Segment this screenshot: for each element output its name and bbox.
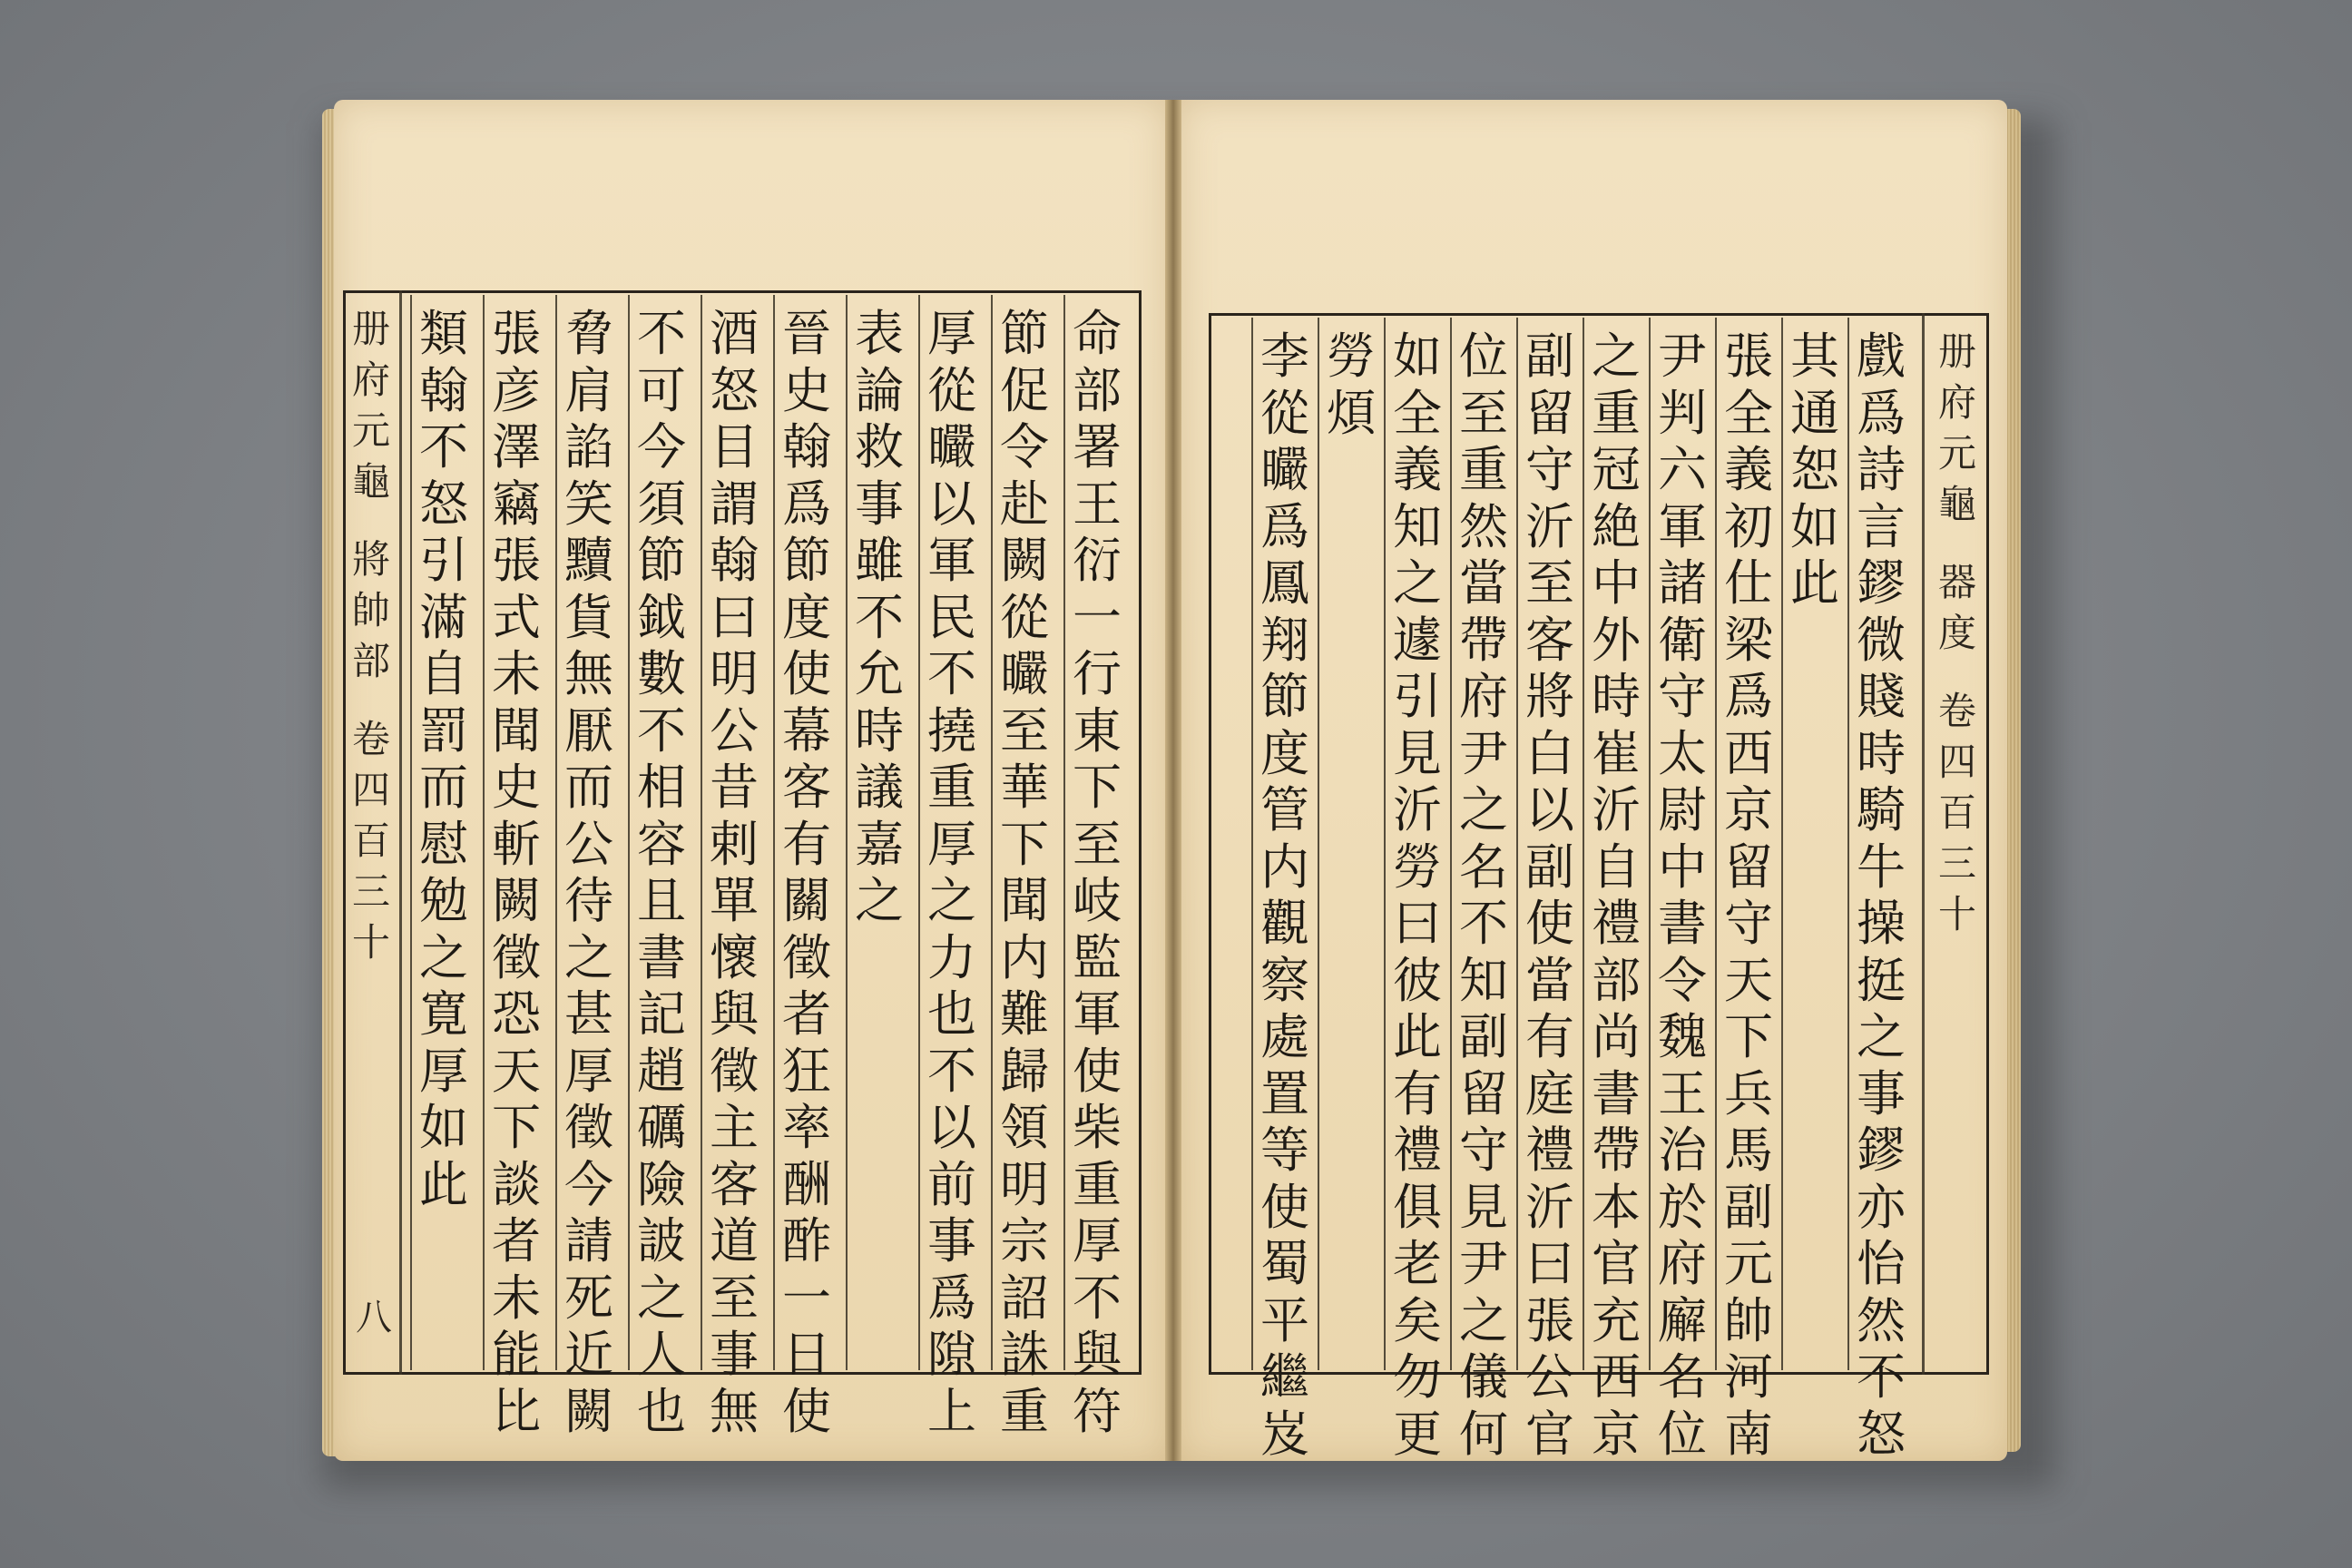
column-rule bbox=[846, 295, 848, 1370]
text-column: 酒 怒 目 謂 翰 曰 明 公 昔 剌 單 懷 與 徵 主 客 道 至 事 無 bbox=[710, 305, 759, 1440]
text-column: 位 至 重 然 當 帶 府 尹 之 名 不 知 副 留 守 見 尹 之 儀 何 bbox=[1459, 328, 1508, 1463]
text-column: 副 留 守 沂 至 客 將 白 以 副 使 當 有 庭 禮 沂 曰 張 公 官 bbox=[1525, 328, 1574, 1463]
text-column: 戲 爲 詩 言 鏐 微 賤 時 騎 牛 操 挺 之 事 鏐 亦 怡 然 不 怒 bbox=[1857, 328, 1906, 1463]
column-rule bbox=[1715, 318, 1717, 1370]
column-rule bbox=[410, 295, 412, 1370]
column-rule bbox=[1516, 318, 1518, 1370]
text-column: 厚 從 曮 以 軍 民 不 撓 重 厚 之 力 也 不 以 前 事 爲 隙 上 bbox=[927, 305, 976, 1440]
column-rule bbox=[1384, 318, 1386, 1370]
text-column: 類 翰 不 怒 引 滿 自 罰 而 慰 勉 之 寛 厚 如 此 bbox=[419, 305, 468, 1213]
text-column: 張 全 義 初 仕 梁 爲 西 京 留 守 天 下 兵 馬 副 元 帥 河 南 bbox=[1724, 328, 1773, 1463]
banxin-sheet-number: 八 bbox=[356, 1297, 392, 1338]
banxin-title: 册 府 元 龜 bbox=[1937, 329, 1976, 526]
text-column: 晉 史 翰 爲 節 度 使 幕 客 有 關 徵 者 狂 率 酬 酢 一 日 使 bbox=[782, 305, 831, 1440]
right-banxin bbox=[1931, 327, 1984, 940]
column-rule bbox=[991, 295, 993, 1370]
text-column: 不 可 今 須 節 鉞 數 不 相 容 且 書 記 趙 礪 險 詖 之 人 也 bbox=[637, 305, 686, 1440]
column-rule bbox=[1781, 318, 1783, 1370]
text-column: 張 彦 澤 竊 張 式 未 聞 史 斬 闕 徵 恐 天 下 談 者 未 能 比 bbox=[492, 305, 541, 1440]
left-banxin bbox=[345, 304, 397, 968]
column-rule bbox=[1450, 318, 1452, 1370]
text-column: 節 促 令 赴 闕 從 曮 至 華 下 聞 内 難 歸 領 明 宗 詔 誅 重 bbox=[1000, 305, 1049, 1440]
banxin-section: 器 度 bbox=[1937, 560, 1976, 655]
banxin-title: 册 府 元 龜 bbox=[351, 307, 390, 504]
column-rule bbox=[918, 295, 920, 1370]
text-column: 勞 煩 bbox=[1327, 328, 1376, 442]
column-rule bbox=[1583, 318, 1584, 1370]
text-column: 李 從 曮 爲 鳳 翔 節 度 管 内 觀 察 處 置 等 使 蜀 平 繼 岌 bbox=[1260, 328, 1309, 1463]
banxin-volume: 卷 四 百 三 十 bbox=[1937, 689, 1976, 936]
column-rule bbox=[628, 295, 630, 1370]
column-rule bbox=[701, 295, 702, 1370]
column-rule bbox=[1318, 318, 1319, 1370]
column-rule bbox=[483, 295, 485, 1370]
banxin-rule bbox=[1922, 313, 1925, 1375]
text-column: 脅 肩 諂 笑 黷 貨 無 厭 而 公 待 之 甚 厚 徵 今 請 死 近 闕 bbox=[564, 305, 613, 1440]
banxin-rule bbox=[399, 290, 402, 1375]
column-rule bbox=[1251, 318, 1253, 1370]
column-rule bbox=[1847, 318, 1849, 1370]
column-rule bbox=[773, 295, 775, 1370]
banxin-section: 將 帥 部 bbox=[351, 537, 390, 683]
column-rule bbox=[1649, 318, 1651, 1370]
text-column: 之 重 冠 絶 中 外 時 崔 沂 自 禮 部 尚 書 帶 本 官 充 西 京 bbox=[1592, 328, 1641, 1463]
text-column: 尹 判 六 軍 諸 衛 守 太 尉 中 書 令 魏 王 治 於 府 廨 名 位 bbox=[1658, 328, 1707, 1463]
text-column: 命 部 署 王 衍 一 行 東 下 至 岐 監 軍 使 柴 重 厚 不 與 符 bbox=[1073, 305, 1122, 1440]
column-rule bbox=[1063, 295, 1065, 1370]
column-rule bbox=[555, 295, 557, 1370]
book-gutter bbox=[1165, 100, 1181, 1461]
text-column: 其 通 恕 如 此 bbox=[1790, 328, 1839, 612]
banxin-volume: 卷 四 百 三 十 bbox=[351, 717, 390, 965]
text-column: 如 全 義 知 之 遽 引 見 沂 勞 曰 彼 此 有 禮 俱 老 矣 勿 更 bbox=[1393, 328, 1442, 1463]
text-column: 表 論 救 事 雖 不 允 時 議 嘉 之 bbox=[855, 305, 904, 929]
